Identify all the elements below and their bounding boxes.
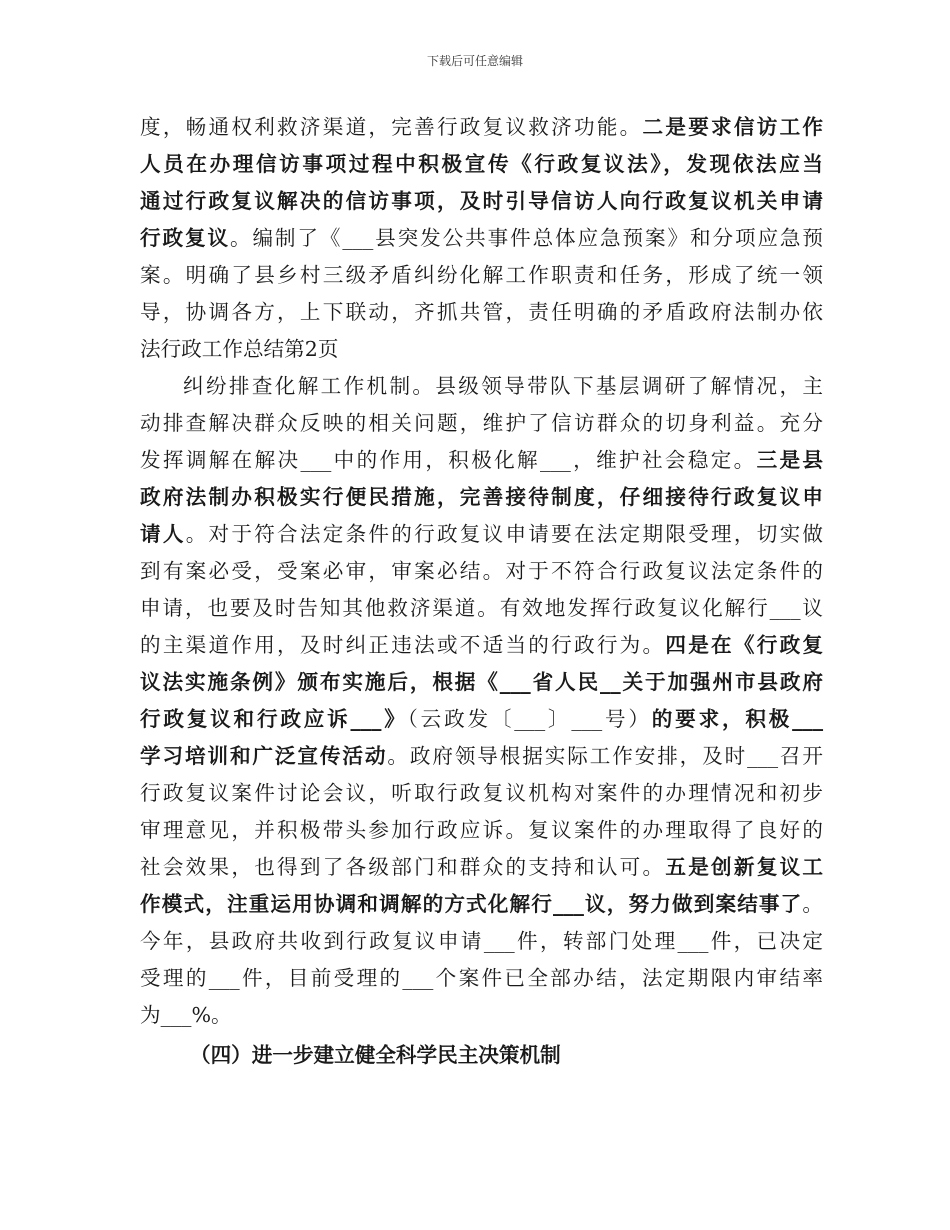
text-run-bold: 行政复议 (140, 226, 230, 250)
paragraph-1 (140, 109, 823, 368)
text-run-bold: 作模式，注重运用协调和调解的方式化解行___议，努力做到案结事了 (140, 892, 803, 916)
text-line (140, 997, 823, 1034)
text-run-bold: 二是要求信访工作 (642, 115, 823, 139)
text-line (140, 146, 823, 183)
text-run: 为___%。 (140, 1003, 232, 1027)
text-run-bold: 政府法制办积极实行便民措施，完善接待制度，仔细接待行政复议申 (140, 485, 823, 509)
text-line (140, 812, 823, 849)
text-line (140, 257, 823, 294)
text-run-bold: 人员在办理信访事项过程中积极宣传《行政复议法》，发现依法应当 (140, 152, 823, 176)
text-line (140, 220, 823, 257)
text-line (140, 405, 823, 442)
text-line (140, 849, 823, 886)
document-body (140, 109, 823, 1074)
text-line (140, 516, 823, 553)
text-run-bold: 请人 (140, 522, 186, 546)
text-run: 发挥调解在解决___中的作用，积极化解___，维护社会稳定。 (140, 448, 757, 472)
text-run: 申请，也要及时告知其他救济渠道。有效地发挥行政复议化解行___议 (140, 596, 823, 620)
text-line (140, 553, 823, 590)
text-run: 度，畅通权利救济渠道，完善行政复议救济功能。 (140, 115, 643, 139)
text-run: 法行政工作总结第2页 (140, 337, 339, 361)
text-run: 。 (802, 892, 823, 916)
text-line (140, 664, 823, 701)
text-run: 审理意见，并积极带头参加行政应诉。复议案件的办理取得了良好的 (140, 818, 823, 842)
text-run: （云政发〔___〕___号） (407, 707, 652, 731)
text-line (140, 590, 823, 627)
text-run: 。对于符合法定条件的行政复议申请要在法定期限受理，切实做 (185, 522, 824, 546)
text-run-bold: 通过行政复议解决的信访事项，及时引导信访人向行政复议机关申请 (140, 189, 823, 213)
text-run: 动排查解决群众反映的相关问题，维护了信访群众的切身利益。充分 (140, 411, 823, 435)
text-run-bold: 议法实施条例》颁布实施后，根据《___省人民__关于加强州市县政府 (140, 670, 823, 694)
text-run: 纠纷排查化解工作机制。县级领导带队下基层调研了解情况，主 (183, 374, 823, 398)
text-run: 。编制了《___县突发公共事件总体应急预案》和分项应急预 (229, 226, 824, 250)
text-run: 社会效果，也得到了各级部门和群众的支持和认可。 (140, 855, 666, 879)
text-run-bold: 行政复议和行政应诉___》 (140, 707, 408, 731)
text-run-bold: 三是县 (756, 448, 823, 472)
text-line (140, 442, 823, 479)
text-line (140, 701, 823, 738)
text-run: 导，协调各方，上下联动，齐抓共管，责任明确的矛盾政府法制办依 (140, 300, 823, 324)
text-run-bold: 五是创新复议工 (665, 855, 824, 879)
text-line (140, 960, 823, 997)
text-run: 的主渠道作用，及时纠正违法或不适当的行政行为。 (140, 633, 666, 657)
text-line (140, 368, 823, 405)
text-line (140, 479, 823, 516)
text-line (140, 183, 823, 220)
text-run: 案。明确了县乡村三级矛盾纠纷化解工作职责和任务，形成了统一领 (140, 263, 823, 287)
page-header: 下载后可任意编辑 (426, 54, 523, 68)
text-line (140, 738, 823, 775)
text-line (140, 109, 823, 146)
text-run-bold: 的要求，积极___ (651, 707, 824, 731)
text-line (140, 627, 823, 664)
text-line (140, 775, 823, 812)
text-run: 行政复议案件讨论会议，听取行政复议机构对案件的办理情况和初步 (140, 781, 823, 805)
text-run: 到有案必受，受案必审，审案必结。对于不符合行政复议法定条件的 (140, 559, 823, 583)
text-run: 今年，县政府共收到行政复议申请___件，转部门处理___件，已决定 (140, 929, 823, 953)
paragraph-2 (140, 368, 823, 1034)
text-line (140, 886, 823, 923)
text-line (140, 331, 823, 368)
text-line (140, 294, 823, 331)
text-run: 。政府领导根据实际工作安排，及时___召开 (387, 744, 824, 768)
text-run: 受理的___件，目前受理的___个案件已全部办结，法定期限内审结率 (140, 966, 823, 990)
text-line (140, 923, 823, 960)
section-heading: （四）进一步建立健全科学民主决策机制 (190, 1043, 561, 1067)
text-run-bold: 学习培训和广泛宣传活动 (140, 744, 388, 768)
text-run-bold: 四是在《行政复 (665, 633, 824, 657)
